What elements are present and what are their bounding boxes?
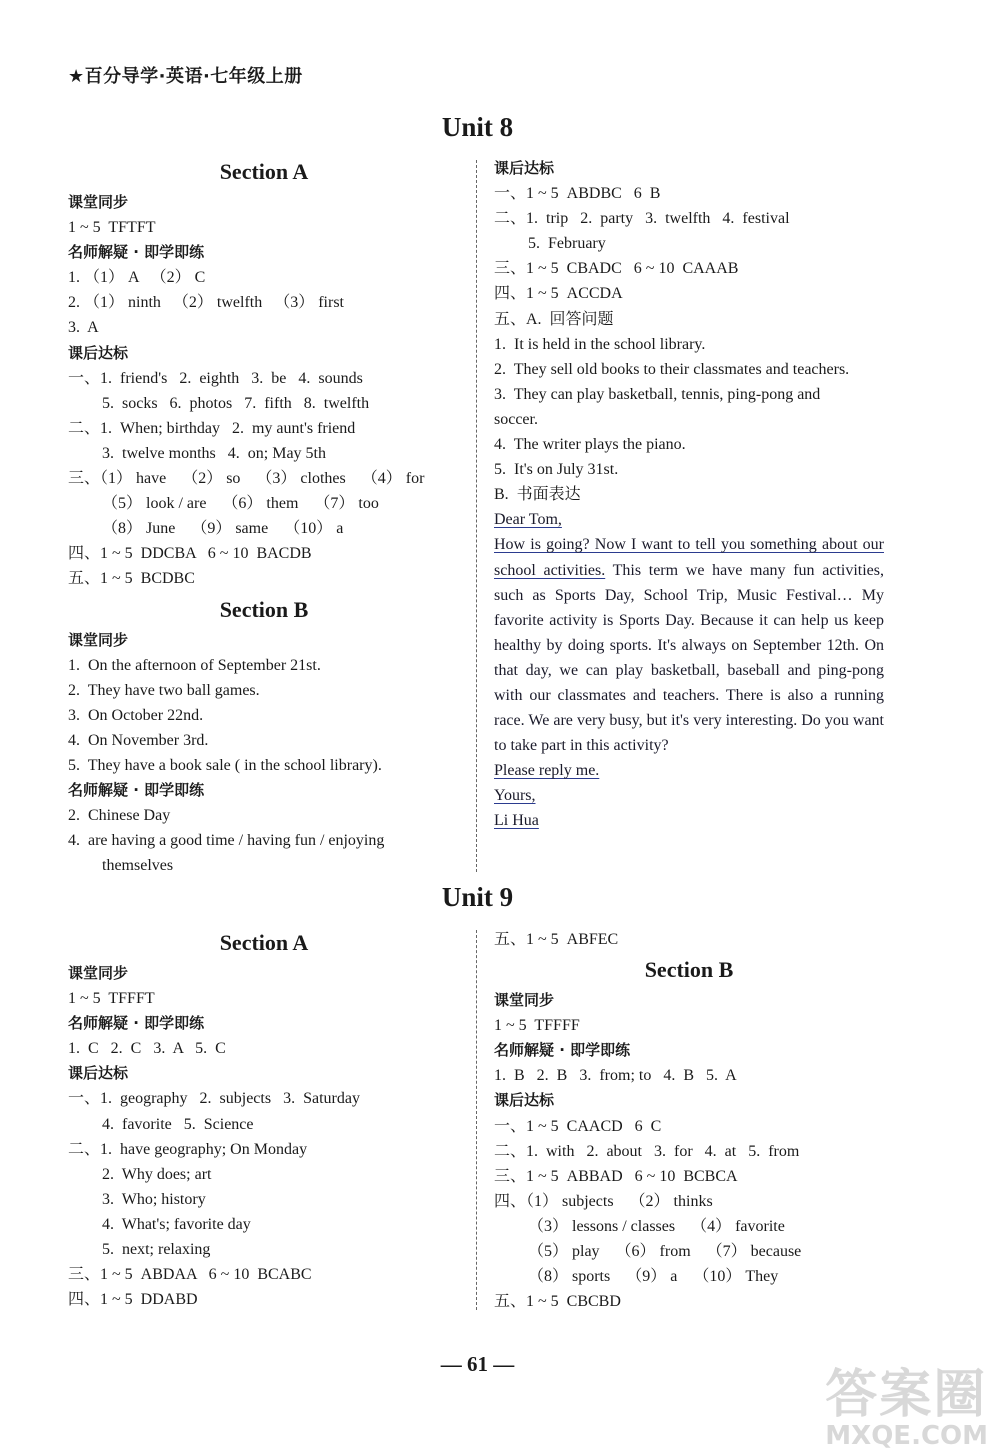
answer-line: 四、（1） subjects （2） thinks — [494, 1192, 713, 1210]
book-header: ★百分导学·英语·七年级上册 — [68, 66, 303, 87]
answer-line: 5. next; relaxing — [102, 1241, 211, 1259]
answer-line: 1. It is held in the school library. — [494, 335, 706, 353]
unit9-title: Unit 9 — [441, 882, 514, 912]
subsection-heading: 课堂同步 — [494, 991, 555, 1010]
answer-line: 4. are having a good time / having fun / enjoying — [68, 832, 385, 850]
subsection-heading: 名师解疑 · 即学即练 — [494, 1041, 631, 1060]
answer-line: 4. favorite 5. Science — [102, 1115, 254, 1133]
answer-line: （5） play （6） from （7） because — [528, 1243, 802, 1261]
answer-line: 三、1 ~ 5 ABDAA 6 ~ 10 BCABC — [68, 1266, 312, 1284]
answer-line: 二、1. trip 2. party 3. twelfth 4. festival — [494, 210, 790, 228]
answer-line: 2. Why does; art — [102, 1165, 212, 1183]
subsection-heading: 名师解疑 · 即学即练 — [68, 1014, 205, 1033]
column-divider-2 — [476, 930, 477, 1310]
unit8-right-list — [494, 156, 884, 507]
watermark-logo — [825, 1352, 988, 1451]
answer-line: 五、1 ~ 5 BCDBC — [68, 570, 195, 588]
answer-line: 四、1 ~ 5 DDABD — [68, 1291, 198, 1309]
answer-line: （3） lessons / classes （4） favorite — [528, 1217, 785, 1235]
unit8-right-column — [494, 156, 884, 834]
answer-line: 2. They sell old books to their classmates and teachers. — [494, 360, 850, 378]
unit8-left-column — [68, 154, 460, 878]
answer-line: 1. On the afternoon of September 21st. — [68, 656, 321, 674]
answer-line: 5. February — [528, 235, 606, 253]
answer-line: 三、1 ~ 5 CBADC 6 ~ 10 CAAAB — [494, 260, 739, 278]
answer-line: 4. The writer plays the piano. — [494, 436, 686, 454]
answer-line: 二、1. have geography; On Monday — [68, 1140, 308, 1158]
subsection-heading: 名师解疑 · 即学即练 — [68, 243, 205, 262]
answer-line: 5. They have a book sale ( in the school library). — [68, 756, 382, 774]
answer-line: 一、1 ~ 5 CAACD 6 C — [494, 1117, 662, 1135]
answer-line: 2. Chinese Day — [68, 807, 171, 825]
answer-line: 二、1. with 2. about 3. for 4. at 5. from — [494, 1142, 800, 1160]
answer-line: 1. B 2. B 3. from; to 4. B 5. A — [494, 1067, 737, 1085]
answer-line: 五、A. 回答问题 — [494, 310, 614, 328]
answer-line: 5. It's on July 31st. — [494, 461, 619, 479]
section-heading: Section B — [219, 596, 309, 622]
answer-line: 1 ~ 5 TFFFF — [494, 1017, 580, 1035]
answer-line: 五、1 ~ 5 CBCBD — [494, 1293, 621, 1311]
answer-line: 五、1 ~ 5 ABFEC — [494, 931, 619, 948]
subsection-heading: 课后达标 — [68, 1064, 129, 1083]
answer-line: 3. A — [68, 319, 99, 337]
section-heading: Section A — [219, 159, 309, 184]
answer-line: （8） sports （9） a （10） They — [528, 1268, 779, 1286]
answer-line: 3. On October 22nd. — [68, 706, 204, 724]
answer-line: 4. On November 3rd. — [68, 731, 209, 749]
answer-line: （8） June （9） same （10） a — [102, 520, 344, 538]
answer-line: 三、1 ~ 5 ABBAD 6 ~ 10 BCBCA — [494, 1167, 738, 1185]
essay-greeting: Dear Tom, — [494, 511, 562, 529]
subsection-heading: 课堂同步 — [68, 964, 129, 982]
subsection-heading: 课堂同步 — [68, 193, 129, 211]
watermark-cn: 答案圈 — [825, 1365, 988, 1425]
answer-line: 5. socks 6. photos 7. fifth 8. twelfth — [102, 394, 370, 412]
answer-line: 3. Who; history — [102, 1190, 206, 1208]
subsection-heading: 课后达标 — [494, 1091, 555, 1110]
answer-line: 1 ~ 5 TFFFT — [68, 990, 155, 1008]
section-heading: Section B — [644, 957, 734, 983]
answer-line: 三、（1） have （2） so （3） clothes （4） for — [68, 470, 425, 488]
answer-line: 一、1. friend's 2. eighth 3. be 4. sounds — [68, 369, 363, 387]
unit9-left-column — [68, 925, 460, 1312]
answer-line: 二、1. When; birthday 2. my aunt's friend — [68, 419, 356, 437]
page-number: — 61 — — [440, 1352, 515, 1376]
answer-line: 2. （1） ninth （2） twelfth （3） first — [68, 294, 344, 312]
answer-line: themselves — [102, 857, 174, 875]
column-divider — [476, 160, 477, 872]
watermark-en: MXQE.COM — [825, 1421, 988, 1451]
answer-line: （5） look / are （6） them （7） too — [102, 495, 379, 513]
answer-line: 3. They can play basketball, tennis, ping-pong and — [494, 385, 821, 403]
subsection-heading: 课后达标 — [494, 159, 555, 177]
answer-line: 四、1 ~ 5 DDCBA 6 ~ 10 BACDB — [68, 545, 312, 563]
answer-line: 1. C 2. C 3. A 5. C — [68, 1040, 226, 1058]
answer-line: 4. What's; favorite day — [102, 1215, 251, 1233]
essay-signature: Li Hua — [494, 812, 539, 830]
essay-sign-off: Yours, — [494, 787, 536, 805]
essay-opening: How is going? Now I want to tell you something about our school activities. — [494, 536, 884, 579]
answer-line: 一、1 ~ 5 ABDBC 6 B — [494, 185, 661, 203]
answer-line: 1. （1） A （2） C — [68, 269, 206, 287]
essay-body: This term we have many fun activities, such as Sports Day, School Trip, Music Festival… My favorite activity is Sports Day. Because it can help us keep healthy by doing sports. It's always on September 12th. On that day, we can play basketball, baseball and ping-pong with our classmates and teachers. There is also a running race. We are very busy, but it's very interesting. Do you want to take part in this activity? — [494, 561, 884, 755]
essay-closing: Please reply me. — [494, 762, 600, 780]
answer-line: 3. twelve months 4. on; May 5th — [102, 444, 326, 462]
answer-line: 四、1 ~ 5 ACCDA — [494, 285, 623, 303]
subsection-heading: 课堂同步 — [68, 630, 129, 649]
subsection-heading: 名师解疑 · 即学即练 — [68, 781, 205, 800]
unit8-title: Unit 8 — [441, 112, 514, 142]
answer-line: 一、1. geography 2. subjects 3. Saturday — [68, 1090, 360, 1108]
answer-line: 2. They have two ball games. — [68, 681, 260, 699]
answer-line: B. 书面表达 — [494, 486, 581, 504]
unit9-right-column — [494, 927, 884, 1314]
section-heading: Section A — [219, 930, 309, 955]
answer-line: soccer. — [494, 410, 538, 428]
composition — [494, 507, 884, 833]
answer-line: 1 ~ 5 TFTFT — [68, 219, 156, 237]
subsection-heading: 课后达标 — [68, 343, 129, 362]
